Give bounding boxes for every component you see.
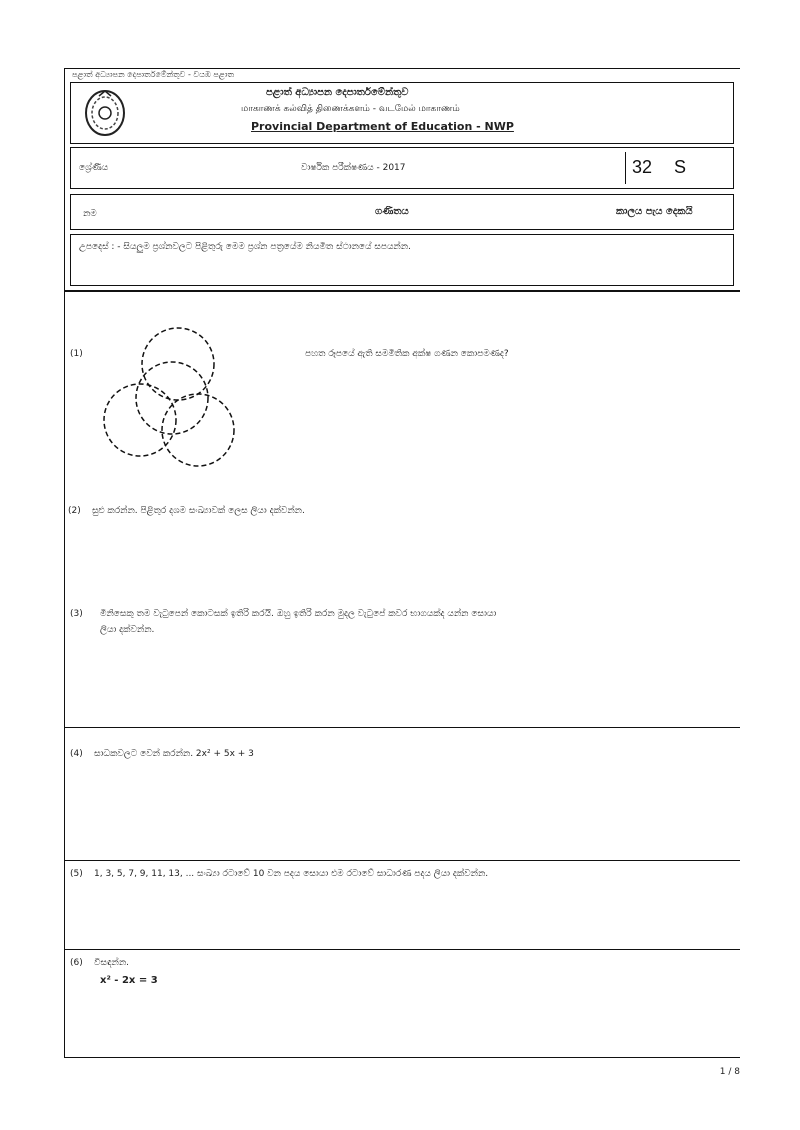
- question-5-number: (5): [70, 869, 83, 879]
- org-tamil: மாகாணக் கல்வித் திணைக்களம் - வடமேல் மாகாணம்: [241, 104, 460, 114]
- question-3-text: මිනිසෙකු තම වැටුපෙන් කොටසක් ඉතිරි කරයි. ඔහු ඉතිරි කරන මුදල වැටුපේ කවර භාගයක්ද යන්න සොයා: [100, 609, 497, 619]
- question-3-number: (3): [70, 609, 83, 619]
- top-line: පළාත් අධ්‍යාපන දෙපාර්තමේන්තුව - වයඹ පළාත: [72, 70, 235, 79]
- subject-box: [70, 194, 734, 230]
- org-sinhala: පළාත් අධ්‍යාපන දෙපාර්තමේන්තුව: [266, 87, 409, 98]
- grade-label: ශ්‍රේණිය: [79, 163, 109, 173]
- question-1-number: (1): [70, 349, 83, 359]
- question-1-text: පහත රූපයේ ඇති සමමිතික අක්ෂ ගණන කොපමණද?: [305, 349, 509, 359]
- divider-2: [64, 860, 740, 861]
- subject-title: ගණිතය: [375, 206, 409, 217]
- exam-title-box: [70, 147, 734, 189]
- paper-code-box: [625, 152, 722, 184]
- instruction-text: උපදෙස් : - සියලුම ප්‍රශ්නවලට පිළිතුරු මෙම ප්‍රශ්න පත්‍රයේම නියමිත ස්ථානයේ සපයන්න.: [79, 242, 411, 252]
- exam-title: වාර්ෂික පරීක්ෂණය - 2017: [301, 163, 406, 173]
- question-2-text: සුළු කරන්න. පිළිතුර දශම සංඛ්‍යාවක් ලෙස ලියා දක්වන්න.: [92, 506, 305, 516]
- paper-part: S: [674, 157, 687, 177]
- divider-1: [64, 727, 740, 728]
- page-number: 1 / 8: [719, 1067, 740, 1077]
- org-english: Provincial Department of Education - NWP: [251, 121, 514, 133]
- instruction-box: [70, 234, 734, 286]
- header-box: [70, 82, 734, 144]
- header-bottom-rule: [64, 290, 740, 292]
- crest-logo: [83, 88, 127, 138]
- page-bottom-rule: [64, 1057, 740, 1058]
- question-6-equation: x² - 2x = 3: [100, 975, 158, 986]
- question-2-number: (2): [68, 506, 81, 516]
- name-label: නම: [83, 209, 97, 219]
- question-3-text-line2: ලියා දක්වන්න.: [100, 625, 155, 635]
- paper-code: 32: [632, 157, 653, 177]
- question-6-number: (6): [70, 958, 83, 968]
- time-label: කාලය පැය දෙකයි: [616, 206, 693, 217]
- question-4-number: (4): [70, 749, 83, 759]
- overlapping-circles-figure: [98, 326, 248, 476]
- question-4-text: සාධකවලට වෙන් කරන්න. 2x² + 5x + 3: [94, 749, 254, 759]
- question-6-text: විසඳන්න.: [94, 958, 130, 968]
- question-5-text: 1, 3, 5, 7, 9, 11, 13, ... සංඛ්‍යා රටාවේ 10 වන පදය සොයා එම රටාවේ සාධාරණ පදය ලියා දක්වන්න.: [94, 869, 489, 879]
- divider-3: [64, 949, 740, 950]
